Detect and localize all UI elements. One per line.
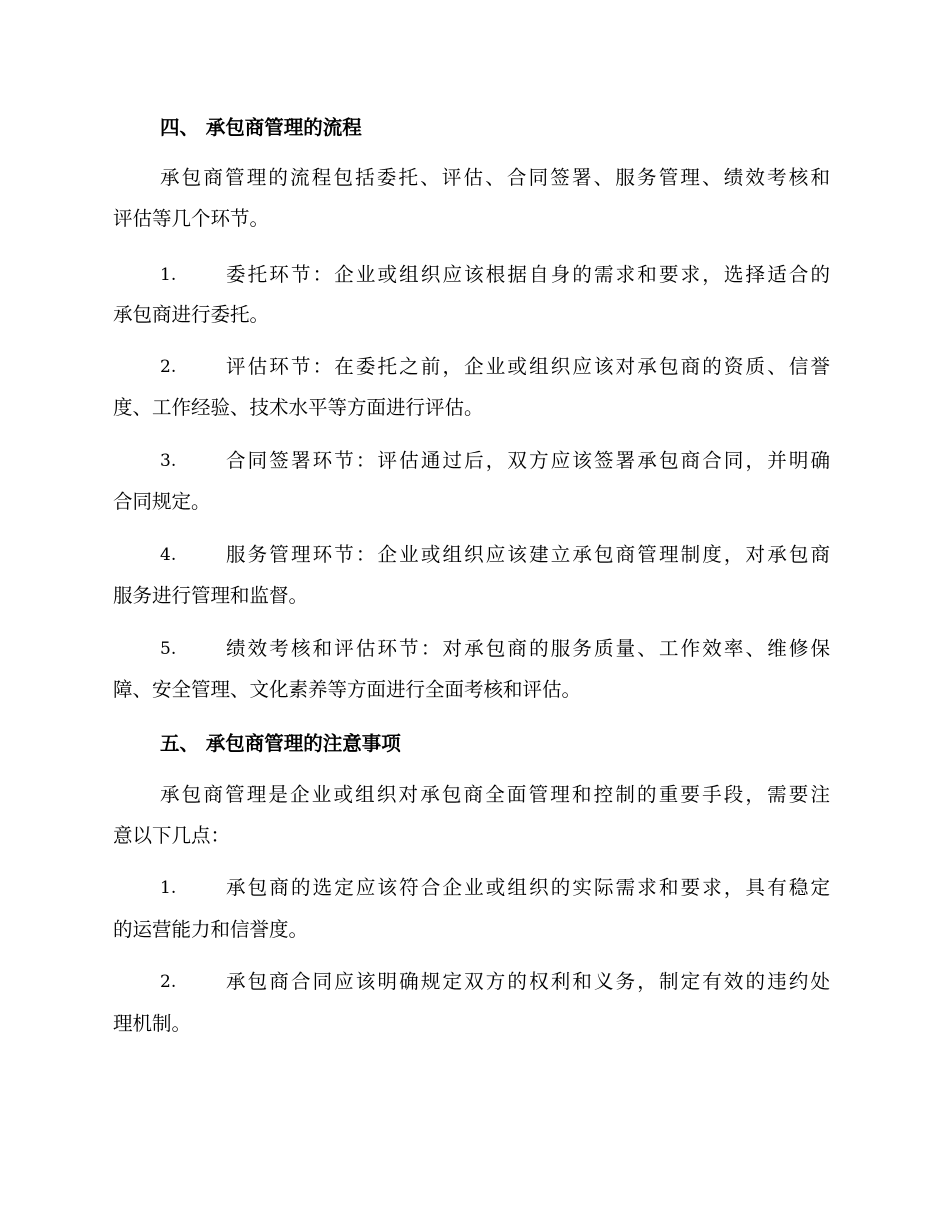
list-item-number: 1.	[160, 878, 177, 898]
list-item-line-1: 绩效考核和评估环节：对承包商的服务质量、工作效率、维修保	[226, 637, 830, 660]
section-heading-4: 四、 承包商管理的流程	[160, 116, 362, 139]
list-item-line-1: 服务管理环节：企业或组织应该建立承包商管理制度，对承包商	[226, 543, 830, 566]
section-4-intro-line-2: 评估等几个环节。	[113, 207, 270, 230]
list-item-number: 2.	[160, 357, 177, 377]
list-item-line-1: 合同签署环节：评估通过后，双方应该签署承包商合同，并明确	[226, 449, 830, 472]
list-item-line-2: 的运营能力和信誉度。	[113, 918, 309, 941]
list-item-line-2: 服务进行管理和监督。	[113, 584, 309, 607]
list-item-number: 1.	[160, 265, 177, 285]
list-item-line-1: 承包商的选定应该符合企业或组织的实际需求和要求，具有稳定	[226, 876, 830, 899]
list-item-number: 2.	[160, 972, 177, 992]
list-item-line-2: 理机制。	[113, 1012, 192, 1035]
list-item-line-2: 合同规定。	[113, 490, 211, 513]
list-item-line-2: 障、安全管理、文化素养等方面进行全面考核和评估。	[113, 678, 582, 701]
list-item-number: 4.	[160, 545, 177, 565]
section-4-intro-line-1: 承包商管理的流程包括委托、评估、合同签署、服务管理、绩效考核和	[160, 166, 830, 189]
list-item-line-2: 承包商进行委托。	[113, 303, 270, 326]
list-item-line-1: 评估环节：在委托之前，企业或组织应该对承包商的资质、信誉	[226, 355, 830, 378]
list-item-number: 5.	[160, 639, 177, 659]
section-5-intro-line-2: 意以下几点：	[113, 824, 231, 847]
list-item-number: 3.	[160, 451, 177, 471]
list-item-line-2: 度、工作经验、技术水平等方面进行评估。	[113, 396, 484, 419]
section-heading-5: 五、 承包商管理的注意事项	[160, 732, 401, 755]
section-5-intro-line-1: 承包商管理是企业或组织对承包商全面管理和控制的重要手段，需要注	[160, 783, 830, 806]
list-item-line-1: 委托环节：企业或组织应该根据自身的需求和要求，选择适合的	[226, 263, 830, 286]
list-item-line-1: 承包商合同应该明确规定双方的权利和义务，制定有效的违约处	[226, 970, 830, 993]
